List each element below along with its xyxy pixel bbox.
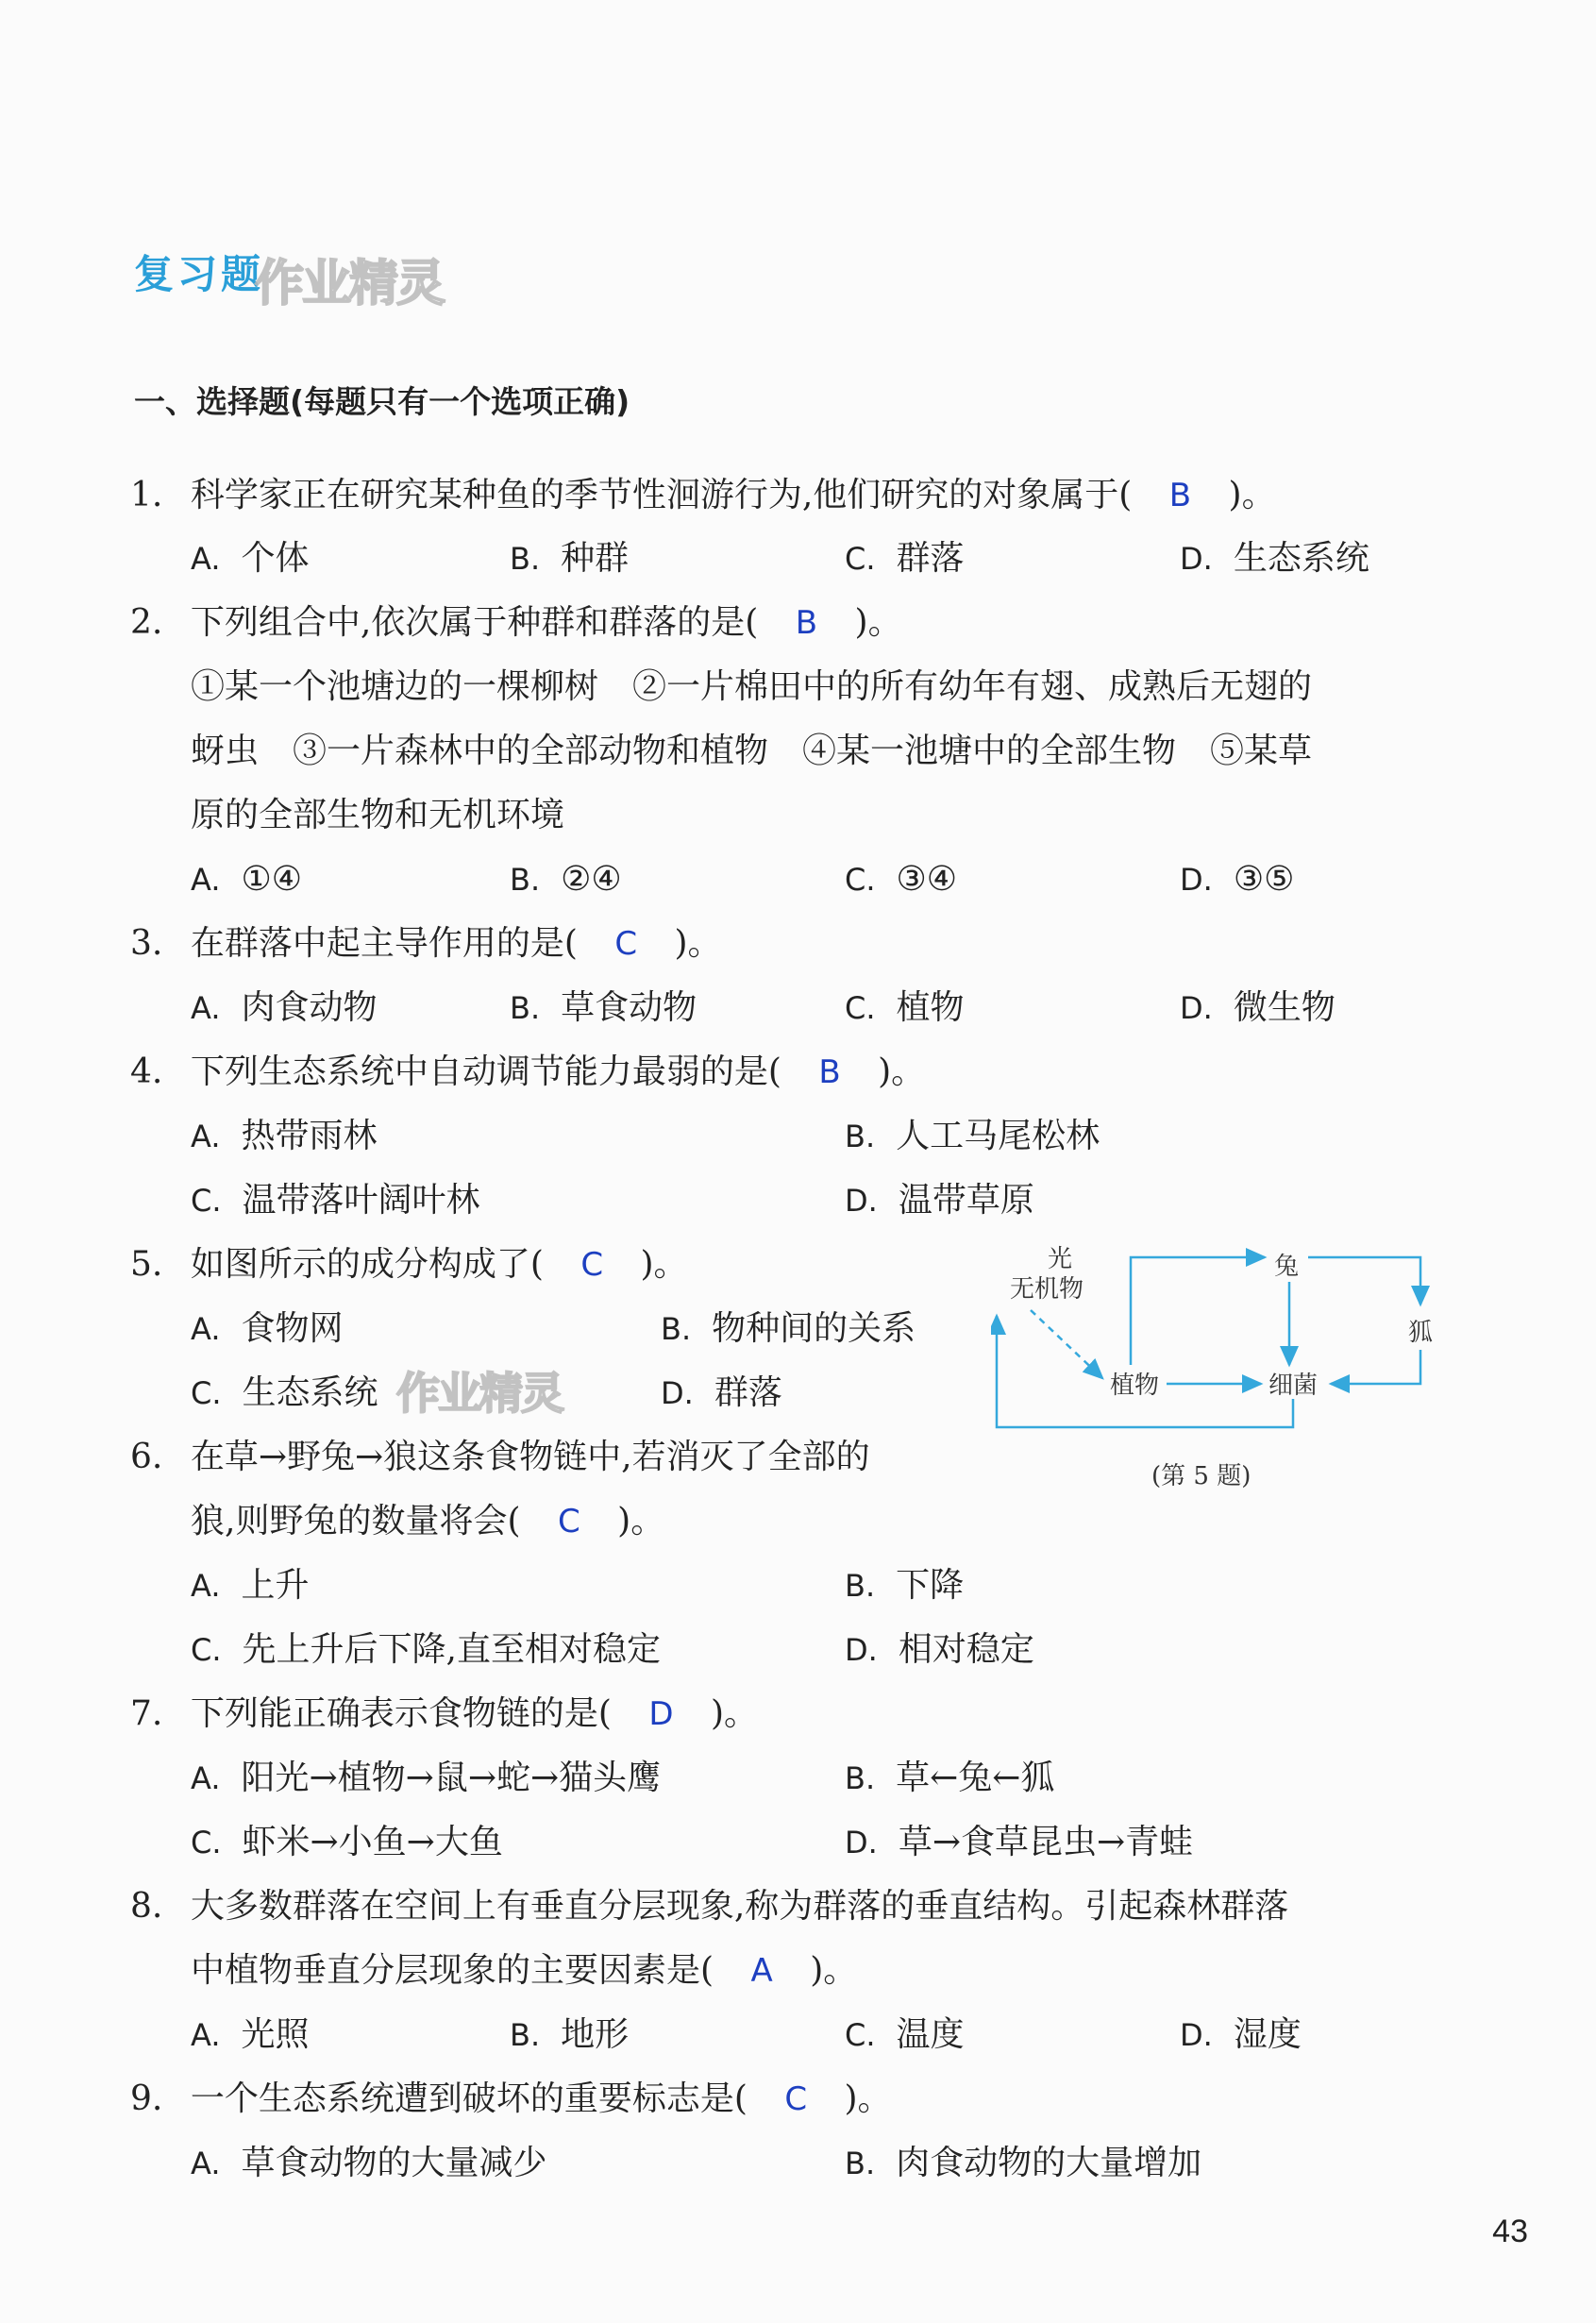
q2-item-line-3: 原的全部生物和无机环境 bbox=[191, 796, 565, 834]
q6-option-c: C. 先上升后下降,直至相对稳定 bbox=[191, 1630, 661, 1669]
question-6-stem: 6. 在草→野兔→狼这条食物链中,若消灭了全部的 bbox=[130, 1438, 870, 1476]
answer-5: C bbox=[580, 1246, 604, 1284]
q5-option-b: B. 物种间的关系 bbox=[661, 1309, 916, 1348]
arrow-inorganic-to-plant bbox=[1031, 1310, 1102, 1378]
answer-6: C bbox=[557, 1503, 580, 1540]
q7-option-b: B. 草←兔←狐 bbox=[845, 1759, 1055, 1797]
q6-option-d: D. 相对稳定 bbox=[845, 1630, 1034, 1669]
label-rabbit: 兔 bbox=[1274, 1253, 1300, 1281]
question-5-stem: 5. 如图所示的成分构成了( C )。 bbox=[130, 1245, 688, 1284]
q1-option-c: C. 群落 bbox=[845, 539, 965, 578]
label-inorganic: 无机物 bbox=[1010, 1275, 1084, 1304]
label-fox: 狐 bbox=[1408, 1319, 1434, 1347]
page-title: 复习题 bbox=[134, 251, 265, 297]
question-7-stem: 7. 下列能正确表示食物链的是( D )。 bbox=[130, 1694, 758, 1733]
q2-option-d: D. ③⑤ bbox=[1180, 860, 1295, 899]
q5-option-c: C. 生态系统 bbox=[191, 1373, 378, 1412]
label-light: 光 bbox=[1048, 1245, 1073, 1273]
question-9-stem: 9. 一个生态系统遭到破坏的重要标志是( C )。 bbox=[130, 2079, 892, 2118]
q7-option-a: A. 阳光→植物→鼠→蛇→猫头鹰 bbox=[191, 1759, 662, 1797]
q3-option-a: A. 肉食动物 bbox=[191, 988, 378, 1027]
question-2-stem: 2. 下列组合中,依次属于种群和群落的是( B )。 bbox=[130, 603, 902, 642]
answer-3: C bbox=[614, 925, 638, 963]
q9-option-a: A. 草食动物的大量减少 bbox=[191, 2144, 547, 2182]
q3-option-d: D. 微生物 bbox=[1180, 988, 1336, 1027]
q7-option-d: D. 草→食草昆虫→青蛙 bbox=[845, 1823, 1194, 1861]
answer-8: A bbox=[750, 1952, 773, 1990]
q8-option-d: D. 湿度 bbox=[1180, 2015, 1302, 2054]
question-8-stem-cont: 中植物垂直分层现象的主要因素是( A )。 bbox=[191, 1951, 858, 1990]
q1-option-a: A. 个体 bbox=[191, 539, 310, 578]
q1-option-d: D. 生态系统 bbox=[1180, 539, 1369, 578]
answer-2: B bbox=[795, 604, 818, 642]
q6-option-b: B. 下降 bbox=[845, 1566, 965, 1605]
watermark-top: 作业精灵 bbox=[255, 256, 445, 312]
arrow-rabbit-to-fox bbox=[1308, 1257, 1420, 1305]
q3-option-b: B. 草食动物 bbox=[510, 988, 697, 1027]
label-plant: 植物 bbox=[1110, 1372, 1160, 1400]
q2-item-line-1: ①某一个池塘边的一棵柳树 ②一片棉田中的所有幼年有翅、成熟后无翅的 bbox=[191, 667, 1313, 706]
q2-item-line-2: 蚜虫 ③一片森林中的全部动物和植物 ④某一池塘中的全部生物 ⑤某草 bbox=[191, 732, 1313, 770]
question-1-stem: 1. 科学家正在研究某种鱼的季节性洄游行为,他们研究的对象属于( B )。 bbox=[130, 476, 1276, 514]
label-bacteria: 细菌 bbox=[1268, 1372, 1319, 1400]
q4-option-d: D. 温带草原 bbox=[845, 1181, 1034, 1220]
answer-4: B bbox=[818, 1053, 841, 1091]
q8-option-b: B. 地形 bbox=[510, 2015, 630, 2054]
q5-option-d: D. 群落 bbox=[661, 1373, 782, 1412]
question-8-stem: 8. 大多数群落在空间上有垂直分层现象,称为群落的垂直结构。引起森林群落 bbox=[130, 1887, 1289, 1926]
answer-9: C bbox=[784, 2080, 808, 2118]
q3-option-c: C. 植物 bbox=[845, 988, 965, 1027]
q4-option-c: C. 温带落叶阔叶林 bbox=[191, 1181, 480, 1220]
q9-option-b: B. 肉食动物的大量增加 bbox=[845, 2144, 1202, 2182]
ecosystem-diagram bbox=[991, 1237, 1435, 1501]
page-number: 43 bbox=[1492, 2214, 1528, 2249]
answer-7: D bbox=[648, 1695, 674, 1733]
section-title: 一、选择题(每题只有一个选项正确) bbox=[134, 383, 630, 420]
q8-option-c: C. 温度 bbox=[845, 2015, 965, 2054]
diagram-caption: (第 5 题) bbox=[1151, 1462, 1252, 1490]
q8-option-a: A. 光照 bbox=[191, 2015, 310, 2054]
arrow-plant-to-rabbit bbox=[1131, 1257, 1265, 1365]
q5-option-a: A. 食物网 bbox=[191, 1309, 344, 1348]
q4-option-b: B. 人工马尾松林 bbox=[845, 1117, 1100, 1155]
answer-1: B bbox=[1168, 477, 1192, 514]
q6-option-a: A. 上升 bbox=[191, 1566, 310, 1605]
q2-option-b: B. ②④ bbox=[510, 860, 622, 899]
q2-option-c: C. ③④ bbox=[845, 860, 958, 899]
question-3-stem: 3. 在群落中起主导作用的是( C )。 bbox=[130, 924, 722, 963]
question-4-stem: 4. 下列生态系统中自动调节能力最弱的是( B )。 bbox=[130, 1052, 926, 1091]
watermark-middle: 作业精灵 bbox=[396, 1368, 563, 1419]
arrow-fox-to-bacteria bbox=[1331, 1350, 1420, 1384]
q1-option-b: B. 种群 bbox=[510, 539, 630, 578]
question-6-stem-cont: 狼,则野兔的数量将会( C )。 bbox=[191, 1502, 665, 1540]
q4-option-a: A. 热带雨林 bbox=[191, 1117, 378, 1155]
q7-option-c: C. 虾米→小鱼→大鱼 bbox=[191, 1823, 503, 1861]
q2-option-a: A. ①④ bbox=[191, 860, 303, 899]
